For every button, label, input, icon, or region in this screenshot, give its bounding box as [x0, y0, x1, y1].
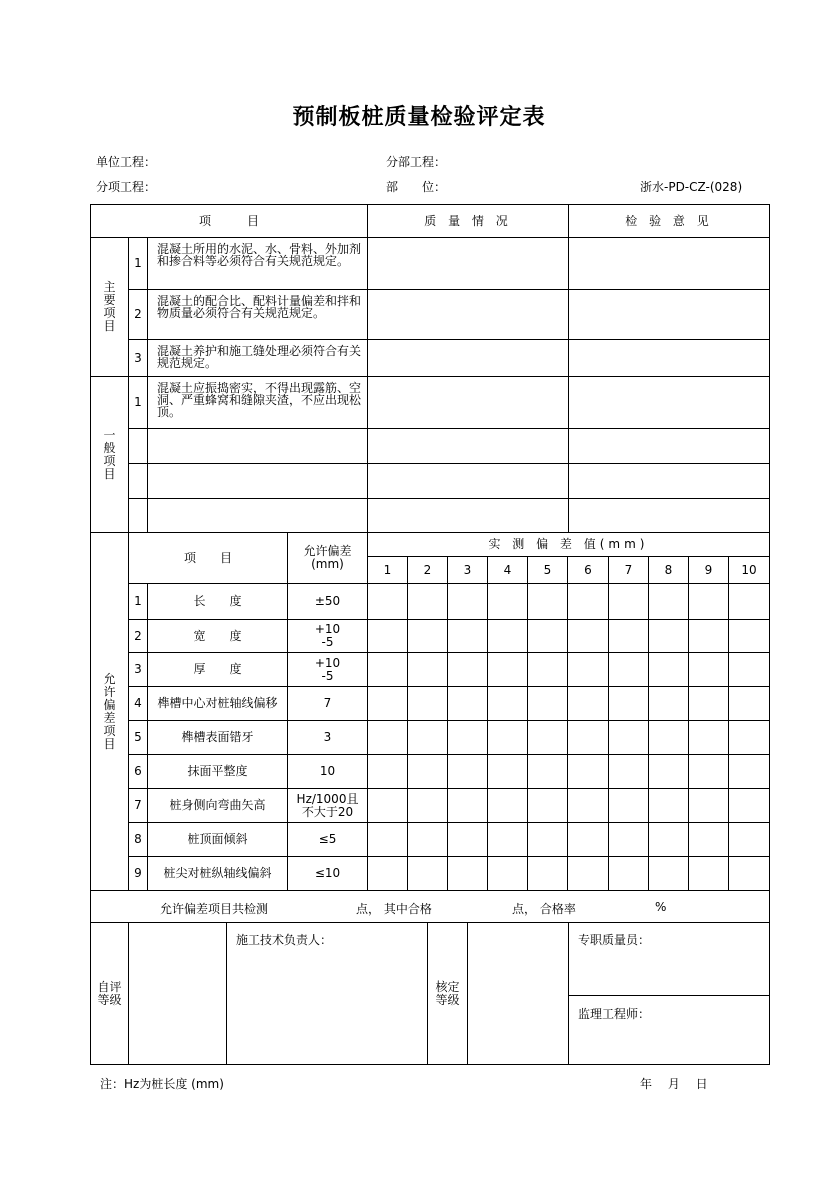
tol-item-no: 2	[134, 628, 142, 643]
tol-item-name: 长 度	[193, 594, 242, 608]
sub-item-project-label: 分项工程：	[96, 180, 157, 194]
tol-item-allow: ≤10	[314, 866, 341, 880]
summary-rate-label: 点， 合格率	[512, 902, 576, 916]
measure-col-7: 7	[624, 562, 633, 577]
tol-item-no: 3	[134, 662, 142, 676]
tol-item-allow: +10 -5	[314, 622, 341, 649]
main-item-3-text: 混凝土养护和施工缝处理必须符合有关规范规定。	[157, 344, 362, 370]
measured-header: 实 测 偏 差 值(mm)	[488, 537, 649, 551]
tol-item-name: 桩尖对桩纵轴线偏斜	[163, 866, 272, 880]
measure-col-8: 8	[664, 562, 673, 577]
construction-tech-label: 施工技术负责人：	[236, 933, 333, 947]
verify-grade-label: 核定等级	[435, 979, 460, 1007]
self-eval-label: 自评等级	[97, 979, 122, 1007]
measure-col-3: 3	[463, 562, 472, 577]
general-item-1-no: 1	[134, 395, 142, 409]
division-project-label: 分部工程：	[386, 155, 447, 169]
page-title: 预制板桩质量检验评定表	[292, 105, 546, 130]
tol-item-no: 8	[134, 832, 142, 846]
tol-item-name: 榫槽表面错牙	[181, 730, 254, 744]
tol-item-no: 4	[134, 696, 142, 710]
tol-col-item: 项 目	[183, 550, 232, 565]
tol-item-no: 1	[134, 594, 142, 608]
measure-col-6: 6	[584, 562, 592, 577]
tol-item-name: 榫槽中心对桩轴线偏移	[157, 696, 278, 710]
summary-total-label: 允许偏差项目共检测	[160, 902, 269, 916]
general-item-1-text: 混凝土应振捣密实，不得出现露筋、空洞、严重蜂窝和缝隙夹渣，不应出现松顶。	[157, 381, 362, 419]
tolerance-group-label: 允许偏差项目	[103, 671, 116, 751]
measure-col-2: 2	[423, 562, 432, 577]
col-header-opinion: 检 验 意 见	[625, 213, 713, 228]
tol-item-name: 宽 度	[193, 628, 242, 643]
tol-item-name: 桩身侧向弯曲矢高	[169, 798, 266, 812]
measure-col-9: 9	[704, 562, 713, 577]
tol-item-no: 5	[134, 730, 142, 744]
tol-item-allow: ≤5	[318, 832, 337, 846]
unit-project-label: 单位工程：	[96, 155, 157, 169]
tol-item-allow: 10	[319, 764, 336, 778]
tol-item-allow: Hz/1000且不大于20	[296, 791, 359, 819]
general-items-group-label: 一般项目	[103, 427, 116, 481]
tol-item-no: 9	[134, 866, 142, 880]
tol-item-allow: 7	[323, 696, 332, 710]
main-item-2-text: 混凝土的配合比、配料计量偏差和拌和物质量必须符合有关规范规定。	[157, 294, 362, 320]
measure-col-5: 5	[543, 562, 552, 577]
tol-item-no: 6	[134, 764, 142, 778]
tol-item-allow: ±50	[314, 594, 341, 608]
footer-date: 年 月 日	[640, 1077, 708, 1091]
measure-col-4: 4	[503, 562, 512, 577]
col-header-item: 项 目	[198, 213, 259, 228]
summary-pass-label: 点， 其中合格	[356, 902, 432, 916]
supervisor-label: 监理工程师：	[578, 1007, 651, 1021]
tol-item-name: 抹面平整度	[187, 764, 248, 778]
main-item-3-no: 3	[134, 350, 142, 365]
part-label: 部 位：	[386, 180, 447, 194]
quality-officer-label: 专职质量员：	[578, 933, 651, 947]
tol-item-allow: +10 -5	[314, 655, 341, 683]
measure-col-10: 10	[741, 562, 757, 577]
form-code: 浙水-PD-CZ-(028)	[640, 180, 743, 194]
summary-percent-sign: %	[655, 900, 667, 914]
tol-item-no: 7	[134, 798, 142, 812]
main-items-group-label: 主要项目	[103, 280, 116, 333]
col-header-quality: 质 量 情 况	[424, 213, 512, 228]
tol-item-name: 桩顶面倾斜	[187, 832, 248, 846]
tol-col-allow: 允许偏差(mm)	[303, 544, 352, 571]
measure-col-1: 1	[383, 562, 392, 577]
tol-item-name: 厚 度	[193, 662, 242, 676]
tol-item-allow: 3	[323, 730, 332, 744]
main-item-2-no: 2	[134, 307, 142, 321]
footer-note: 注：Hz为桩长度 (mm)	[100, 1077, 224, 1091]
main-item-1-no: 1	[134, 256, 142, 270]
main-item-1-text: 混凝土所用的水泥、水、骨料、外加剂和掺合料等必须符合有关规范规定。	[157, 242, 362, 268]
